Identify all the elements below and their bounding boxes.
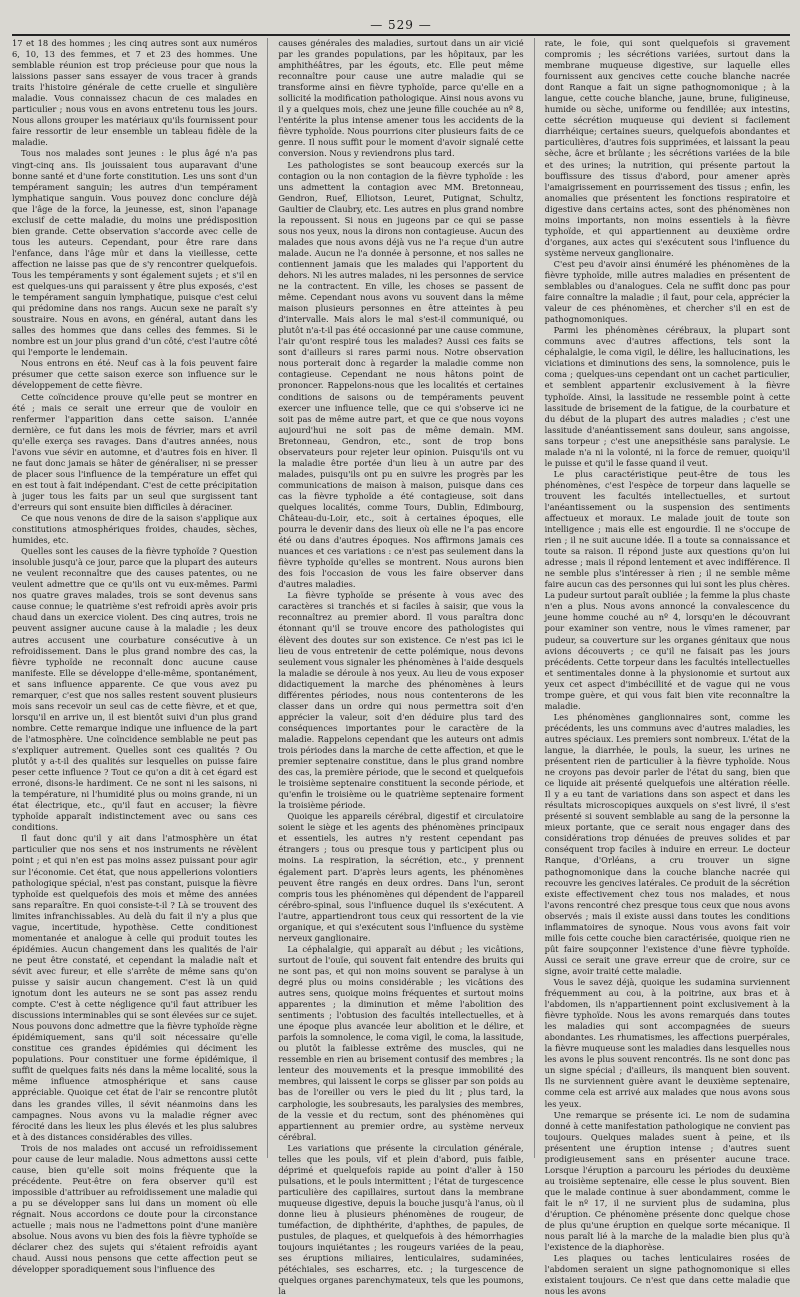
text-columns [12, 38, 790, 1297]
paragraph: Les variations que présente la circulation générale, telles que les pouls, vif et plein d'abord, puis faible, déprimé et quelquefois rapide au point d'aller à 150 pulsations, et le pouls intermittent ; l'état de turgescence particulière des capillaires, surtout dans la membrane muqueuse digestive, depuis la bouche jusqu'à l'anus, où il donne lieu à plusieurs phénomènes de rougeur, de tuméfaction, de diphthérite, d'aphthes, de papules, de pustules, de plaques, et quelquefois à des hémorrhagies toujours inquiétantes ; les rougeurs variées de la peau, ses éruptions miliaires, lenticulaires, sudaminées, pétéchiales, ses escharres, etc. ; la turgescence de quelques organes parenchymateux, tels que les poumons, la [278, 1142, 524, 1297]
paragraph: Parmi les phénomènes cérébraux, la plupart sont communs avec d'autres affections, tels sont la céphalalgie, le coma vigil, le délire, les hallucinations, les viciations et diminutions des sens, la somnolence, puis le coma ; quelques-uns cependant ont un cachet particulier, et semblent appartenir exclusivement à la fièvre typhoïde. Ainsi, la lassitude ne ressemble point à cette lassitude de brisement de la fatigue, de la courbature et du début de la plupart des autres maladies ; c'est une lassitude d'anéantissement sans douleur, sans angoisse, sans torpeur ; c'est une anepsithésie sans paralysie. Le malade n'a ni la volonté, ni la force de remuer, quoiqu'il le puisse et qu'il le fasse quand il veut. [544, 325, 790, 468]
paragraph: Les plaques ou taches lenticulaires rosées de l'abdomen seraient un signe pathognomonique si elles existaient toujours. Ce n'est que dans cette maladie que nous les avons [544, 1253, 790, 1297]
paragraph: Trois de nos malades ont accusé un refroidissement pour cause de leur maladie. Nous admettons aussi cette cause, bien qu'elle soit moins fréquente que la précédente. Peut-être on fera observer qu'il est impossible d'attribuer au refroidissement une maladie qui a pu se développer sans lui dans un moment où elle régnait. Nous accordons ce doute pour la circonstance actuelle ; mais nous ne l'admettons point d'une manière absolue. Nous avons vu bien des fois la fièvre typhoïde se déclarer chez des sujets qui s'étaient refroidis ayant chaud. Aussi nous pensons que cette affection peut se développer sporadiquement sous l'influence des [12, 1142, 258, 1275]
paragraph: Ce que nous venons de dire de la saison s'applique aux constitutions atmosphériques froides, chaudes, sèches, humides, etc. [12, 513, 258, 546]
paragraph: rate, le foie, qui sont quelquefois si gravement compromis ; les sécrétions variées, surtout dans la membrane muqueuse digestive, sur laquelle elles fournissent aux gencives cette couche blanche nacrée dont Ranque a fait un signe pathognomonique ; à la langue, cette couche blanche, jaune, brune, fuligineuse, humide ou sèche, uniforme ou fendillée; aux intestins, cette sécrétion muqueuse qui devient si facilement diarrhéique; certaines sueurs, quelquefois abondantes et particulières, d'autres fois supprimées, et laissant la peau sèche, âcre et brûlante ; les sécrétions variées de la bile et des urines; la nutrition, qui présente partout la bouffissure des tissus d'abord, pour amener après l'amaigrissement en pourrissement des tissus ; enfin, les anomalies que présentent les fonctions respiratoire et digestive dans certains actes, sont des phénomènes non moins importants, non moins essentiels à la fièvre typhoïde, et qui appartiennent au deuxième ordre d'organes, aux actes qui s'exécutent sous l'influence du système nerveux ganglionaire. [544, 38, 790, 258]
paragraph: causes générales des maladies, surtout dans un air vicié par les grandes populations, par les hôpitaux, par les amphithéâtres, par les égouts, etc. Elle peut même reconnaître pour cause une autre maladie qui se transforme ainsi en fièvre typhoïde, parce qu'elle en a sollicité la modification pathologique. Ainsi nous avons vu il y a quelques mois, chez une jeune fille couchée au nº 8, l'entérite la plus intense amener tous les accidents de la fièvre typhoïde. Nous pourrions citer plusieurs faits de ce genre. Il nous suffit pour le moment d'avoir signalé cette conversion. Nous y reviendrons plus tard. [278, 38, 524, 159]
paragraph: La céphalalgie, qui apparaît au début ; les vicâtions, surtout de l'ouïe, qui souvent fait entendre des bruits qui ne sont pas, et qui non moins souvent se paralyse à un degré plus ou moins considérable ; les vicâtions des autres sens, quoique moins fréquentes et surtout moins apparentes ; la diminution et même l'abolition des sentiments ; l'obtusion des facultés intellectuelles, et à une époque plus avancée leur abolition et le délire, et parfois la somnolence, le coma vigil, le coma, la lassitude, ou plutôt la faiblesse extrême des muscles, qui ne ressemble en rien au brisement contusif des membres ; la lenteur des mouvements et la presque immobilité des membres, qui laissent le corps se glisser par son poids au bas de l'oreiller ou vers le pied du lit ; plus tard, la carphologie, les soubresauts, les paralysies des membres, de la vessie et du rectum, sont des phénomènes qui appartiennent au premier ordre, au système nerveux cérébral. [278, 943, 524, 1142]
paragraph: La fièvre typhoïde se présente à vous avec des caractères si tranchés et si faciles à saisir, que vous la reconnaîtrez au premier abord. Il vous paraîtra donc étonnant qu'il se trouve encore des pathologistes qui élèvent des doutes sur son existence. Ce n'est pas ici le lieu de vous entretenir de cette polémique, nous devons seulement vous signaler les phénomènes à l'aide desquels la maladie se déroule à nos yeux. Au lieu de vous exposer didactiquement la marche des phénomènes à leurs différentes périodes, nous nous contenterons de les classer dans un ordre qui nous permettra soit d'en apprécier la valeur, soit d'en déduire plus tard des conséquences importantes pour le caractère de la maladie. Rappelons cependant que les auteurs ont admis trois périodes dans la marche de cette affection, et que le premier septenaire constitue, dans le plus grand nombre des cas, la première période, que le second et quelquefois le troisième septenaire constituent la seconde période, et qu'enfin le troisième ou le quatrième septenaire forment la troisième période. [278, 590, 524, 811]
column-divider [534, 38, 535, 1158]
paragraph: Tous nos malades sont jeunes : le plus âgé n'a pas vingt-cinq ans. Ils jouissaient tous auparavant d'une bonne santé et d'une forte constitution. Les uns sont d'un tempérament sanguin; les autres d'un tempérament lymphatique sanguin. Vous pouvez donc conclure déjà que l'âge de la force, la jeunesse, est, sinon l'apanage exclusif de cette maladie, du moins une prédisposition bien grande. Cette observation s'accorde avec celle de tous les auteurs. Cependant, pour être rare dans l'enfance, dans l'âge mûr et dans la vieillesse, cette affection ne laisse pas que de s'y rencontrer quelquefois. Tous les tempéraments y sont également sujets ; et s'il en est quelques-uns qui paraissent y être plus exposés, c'est le tempérament sanguin lymphatique, puisque c'est celui qui prédomine dans nos rangs. Aucun sexe ne paraît s'y soustraire. Nous en avons, en général, autant dans les salles des hommes que dans celles des femmes. Si le nombre est un jour plus grand d'un côté, c'est l'autre côté qui l'emporte le lendemain. [12, 148, 258, 358]
paragraph: Les pathologistes se sont beaucoup exercés sur la contagion ou la non contagion de la fièvre typhoïde : les uns admettent la contagion avec MM. Bretonneau, Gendron, Ruef, Elliotson, Leuret, Putignat, Schultz, Gaultier de Claubry, etc. Les autres en plus grand nombre la repoussent. Si nous en jugeons par ce qui se passe sous nos yeux, nous la dirons non contagieuse. Aucun des malades que nous avons déjà vus ne l'a reçue d'un autre malade. Aucun ne l'a donnée à personne, et nos salles ne contiennent jamais que les malades qui l'apportent du dehors. Ni les autres malades, ni les personnes de service ne la contractent. En ville, les choses se passent de même. Cependant nous avons vu souvent dans la même maison plusieurs personnes en être atteintes à peu d'intervalle. Mais alors le mal s'est-il communiqué, ou plutôt n'a-t-il pas été occasionné par une cause commune, l'air qu'ont respiré tous les malades? Aussi ces faits se sont d'ailleurs si rares parmi nous. Notre observation nous porterait donc à regarder la maladie comme non contagieuse. Cependant ne nous hâtons point de prononcer. Rappelons-nous que les localités et certaines conditions de saisons ou de tempéraments peuvent exercer une influence telle, que ce qui s'observe ici ne soit pas de même autre part, et que ce que nous voyons aujourd'hui ne soit pas de même demain. MM. Bretonneau, Gendron, etc., sont de trop bons observateurs pour rejeter leur opinion. Puisqu'ils ont vu la maladie être portée d'un lieu à un autre par des malades, puisqu'ils ont pu en suivre les progrès par les communications de maison à maison, puisque dans ces cas la fièvre typhoïde a été contagieuse, soit dans quelques localités, comme Tours, Dublin, Edimbourg, Château-du-Loir, etc., soit à certaines époques, elle pourra le devenir dans des lieux où elle ne l'a pas encore été ou dans d'autres époques. Nos affirmons jamais ces nuances et ces variations : ce n'est pas seulement dans la fièvre typhoïde qu'elles se montrent. Nous aurons bien des fois l'occasion de vous les faire observer dans d'autres maladies. [278, 159, 524, 590]
page-number: — 529 — [370, 18, 432, 32]
page-header [12, 10, 790, 36]
paragraph: 17 et 18 des hommes ; les cinq autres sont aux numéros 6, 10, 13 des femmes, et 7 et 23 des hommes. Une semblable réunion est trop précieuse pour que nous la laissions passer sans essayer de vous tracer à grands traits l'histoire générale de cette cruelle et singulière maladie. Vous connaissez chacun de ces malades en particulier ; nous vous en avons entretenu tous les jours. Nous allons grouper les matériaux qu'ils fournissent pour faire ressortir de leur ensemble un tableau fidèle de la maladie. [12, 38, 258, 148]
paragraph: Il faut donc qu'il y ait dans l'atmosphère un état particulier que nos sens et nos instruments ne révèlent point ; et qui n'en est pas moins assez puissant pour agir sur l'économie. Cet état, que nous appellerions volontiers pathologique spécial, n'est pas constant, puisque la fièvre typhoïde est quelquefois des mois et même des années sans reparaître. En quoi consiste-t-il ? Là se trouvent des limites infranchissables. Au delà du fait il n'y a plus que vague, incertitude, hypothèse. Cette conditionest momentanée et analogue à celle qui produit toutes les épidémies. Aucun changement dans les qualités de l'air ne peut être constaté, et cependant la maladie naît et sévit avec fureur, et elle s'arrête de même sans qu'on puisse y saisir aucun changement. C'est là un quid ignotum dont les auteurs ne se sont pas assez rendu compte. C'est à cette négligence qu'il faut attribuer les discussions interminables qui se sont élevées sur ce sujet. Nous pouvons donc admettre que la fièvre typhoïde règne épidémiquement, sans qu'il soit nécessaire qu'elle constitue ces grandes épidémies qui déciment les populations. Pour constituer une forme épidémique, il suffit de quelques faits nés dans la même localité, sous la même influence atmosphérique et sans cause appréciable. Quoique cet état de l'air se rencontre plutôt dans les grandes villes, il sévit néanmoins dans les campagnes. Nous avons vu la maladie régner avec férocité dans les lieux les plus élevés et les plus salubres et à des distances considérables des villes. [12, 833, 258, 1142]
paragraph: Quoique les appareils cérébral, digestif et circulatoire soient le siège et les agents des phénomènes principaux et essentiels, les autres n'y restent cependant pas étrangers ; tous ou presque tous y participent plus ou moins. La respiration, la sécrétion, etc., y prennent également part. D'après leurs agents, les phénomènes peuvent être rangés en deux ordres. Dans l'un, seront compris tous les phénomènes qui dépendent de l'appareil cérébro-spinal, sous l'influence duquel ils s'exécutent. A l'autre, appartiendront tous ceux qui ressortent de la vie organique, et qui s'exécutent sous l'influence du système nerveux ganglionaire. [278, 811, 524, 943]
paragraph: Le plus caractéristique peut-être de tous les phénomènes, c'est l'espèce de torpeur dans laquelle se trouvent les facultés intellectuelles, et surtout l'anéantissement ou la suspension des sentiments affectueux et moraux. Le malade jouit de toute son intelligence ; mais elle est engourdie. Il ne s'occupe de rien ; il ne suit aucune idée. Il a toute sa connaissance et toute sa raison. Il répond juste aux questions qu'on lui adresse ; mais il répond lentement et avec indifférence. Il ne semble plus s'intéresser à rien ; il ne semble même faire aucun cas des personnes qui lui sont les plus chères. La pudeur surtout paraît oubliée ; la femme la plus chaste n'en a plus. Nous avons annoncé la convalescence du jeune homme couché au nº 4, lorsqu'en le découvrant pour examiner son ventre, nous le vîmes ramener, par pudeur, sa couverture sur les organes génitaux que nous avions découverts ; ce qu'il ne faisait pas les jours précédents. Cette torpeur dans les facultés intellectuelles et sentimentales donne à la physionomie et surtout aux yeux cet aspect d'imbécillité et de vague qui ne vous trompe guère, et qui vous fait bien vite reconnaître la maladie. [544, 468, 790, 711]
paragraph: Vous le savez déjà, quoique les sudamina surviennent fréquemment au cou, à la poitrine, aux bras et à l'abdomen, ils n'appartiennent point exclusivement à la fièvre typhoïde. Nous les avons remarqués dans toutes les maladies qui sont accompagnées de sueurs abondantes. Les rhumatismes, les affections puerpérales, la fièvre muqueuse sont les maladies dans lesquelles nous les avons le plus souvent rencontrés. Ils ne sont donc pas un signe spécial ; d'ailleurs, ils manquent bien souvent. Ils ne surviennent guère avant le deuxième septenaire, comme cela est arrivé aux malades que nous avons sous les yeux. [544, 976, 790, 1109]
paragraph: Cette coïncidence prouve qu'elle peut se montrer en été ; mais ce serait une erreur que de vouloir en renfermer l'apparition dans cette saison. L'année dernière, ce fut dans les mois de février, mars et avril qu'elle exerça ses ravages. Dans d'autres années, nous l'avons vue sévir en automne, et d'autres fois en hiver. Il ne faut donc jamais se hâter de généraliser, ni se presser de placer sous l'influence de la température un effet qui en est tout à fait indépendant. C'est de cette précipitation à juger tous les faits par un seul que surgissent tant d'erreurs qui sont ensuite bien difficiles à déraciner. [12, 391, 258, 512]
paragraph: Quelles sont les causes de la fièvre typhoïde ? Question insoluble jusqu'à ce jour, parce que la plupart des auteurs ne veulent reconnaître que des causes patentes, ou ne veulent admettre que ce qu'ils ont vu eux-mêmes. Parmi nos quatre graves malades, trois se sont devenus sans cause connue; le quatrième s'est refroidi après avoir pris chaud dans un exercice violent. Des cinq autres, trois ne peuvent assigner aucune cause à la maladie ; les deux autres accusent une courbature consécutive à un refroidissement. Dans le plus grand nombre des cas, la fièvre typhoïde ne reconnaît donc aucune cause manifeste. Elle se développe d'elle-même, spontanément, et sans influence apparente. Ce que vous avez pu remarquer, c'est que nos salles restent souvent plusieurs mois sans recevoir un seul cas de cette fièvre, et et que, lorsqu'il en arrive un, il est bientôt suivi d'un plus grand nombre. Cette remarque indique une influence de la part de l'atmosphère. Une coïncidence semblable ne peut pas s'expliquer autrement. Quelles sont ces qualités ? Ou plutôt y a-t-il des qualités sur lesquelles on puisse faire peser cette influence ? Tout ce qu'on a dit à cet égard est erroné, disons-le hardiment. Ce ne sont ni les saisons, ni la température, ni l'humidité plus ou moins grande, ni un état électrique, etc., qu'il faut en accuser; la fièvre typhoïde apparaît indistinctement avec ou sans ces conditions. [12, 546, 258, 833]
paragraph: Une remarque se présente ici. Le nom de sudamina donné à cette manifestation pathologique ne convient pas toujours. Quelques malades suent à peine, et ils présentent une éruption intense ; d'autres suent prodigieusement sans en présenter aucune trace. Lorsque l'éruption a parcouru les périodes du deuxième au troisième septenaire, elle cesse le plus souvent. Bien que le malade continue à suer abondamment, comme le fait le nº 17, il ne survient plus de sudamina, plus d'éruption. Ce phénomène présente donc quelque chose de plus qu'une éruption en quelque sorte mécanique. Il nous paraît lié à la marche de la maladie bien plus qu'à l'existence de la diaphorèse. [544, 1109, 790, 1253]
paragraph: Les phénomènes ganglionnaires sont, comme les précédents, les uns communs avec d'autres maladies, les autres spéciaux. Les premiers sont nombreux. L'état de la langue, la diarrhée, le pouls, la sueur, les urines ne présentent rien de particulier à la fièvre typhoïde. Nous ne croyons pas devoir parler de l'état du sang, bien que ce liquide ait présenté quelquefois une altération réelle. Il y a eu tant de variations dans son aspect et dans les résultats microscopiques auxquels on s'est livré, il s'est présenté si souvent semblable au sang de la personne la mieux portante, que ce serait nous engager dans des considérations trop dénuées de preuves solides et par conséquent trop faciles à induire en erreur. Le docteur Ranque, d'Orléans, a cru trouver un signe pathognomonique dans la couche blanche nacrée qui recouvre les gencives latérales. Ce produit de la sécrétion existe effectivement chez tous nos malades, et nous l'avons rencontré chez presque tous ceux que nous avons observés ; mais il existe aussi dans toutes les conditions inflammatoires de synoque. Nous vous avons fait voir mille fois cette couche bien caractérisée, quoique rien ne pût faire soupçonner l'existence d'une fièvre typhoïde. Aussi ce serait une grave erreur que de croire, sur ce signe, avoir traité cette maladie. [544, 711, 790, 976]
column-left [12, 38, 258, 1275]
paragraph: C'est peu d'avoir ainsi énuméré les phénomènes de la fièvre typhoïde, mille autres maladies en présentent de semblables ou d'analogues. Cela ne suffit donc pas pour faire connaître la maladie ; il faut, pour cela, apprécier la valeur de ces phénomènes, et chercher s'il en est de pathognomoniques. [544, 258, 790, 325]
column-right [544, 38, 790, 1297]
column-divider [267, 38, 268, 1158]
paragraph: Nous entrons en été. Neuf cas à la fois peuvent faire présumer que cette saison exerce son influence sur le développement de cette fièvre. [12, 358, 258, 391]
header-rule [12, 34, 790, 36]
column-middle [278, 38, 524, 1297]
